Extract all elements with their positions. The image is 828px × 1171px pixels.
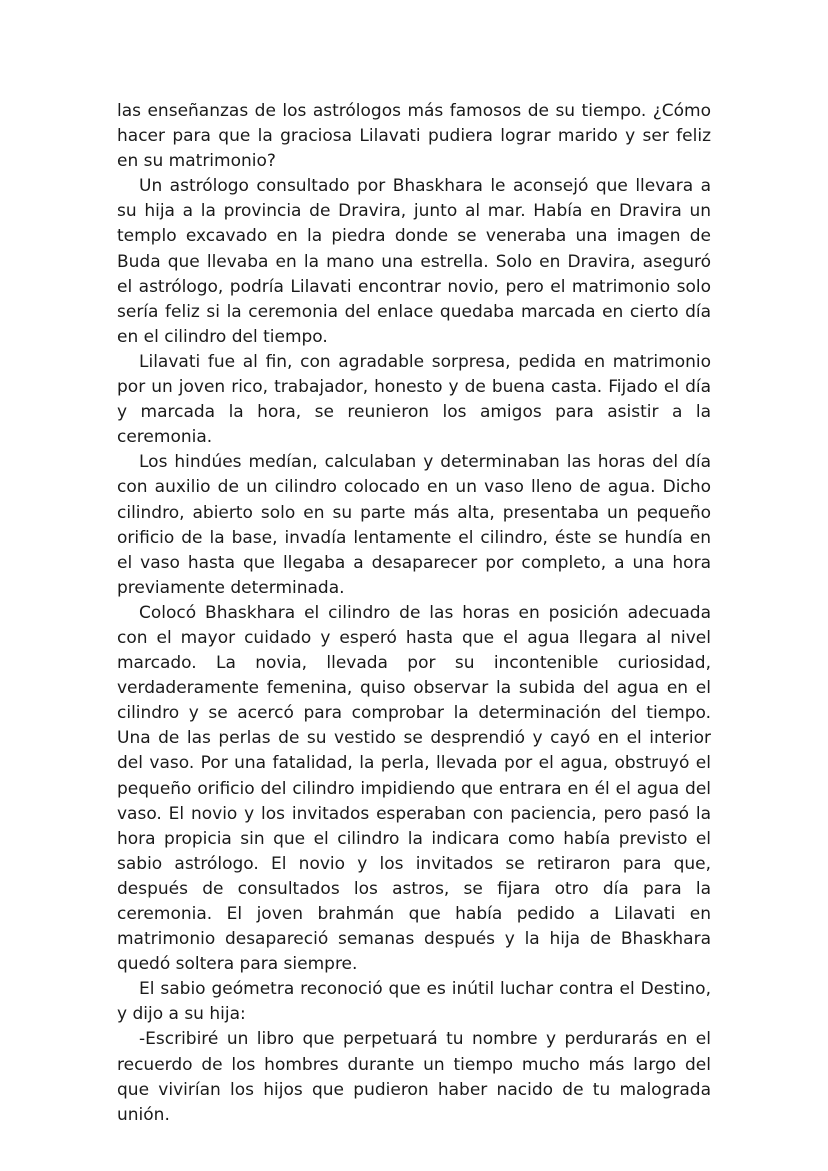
paragraph: Un astrólogo consultado por Bhaskhara le aconsejó que llevara a su hija a la provincia de Dravira, junto al mar. Había en Dravira un templo excavado en la piedra donde se veneraba una imagen de Buda que llevaba en la mano una estrella. Solo en Dravira, aseguró el astrólogo, podría Lilavati encontrar novio, pero el matrimonio solo sería feliz si la ceremonia del enlace quedaba marcada en cierto día en el cilindro del tiempo.: [117, 176, 711, 347]
paragraph: Los hindúes medían, calculaban y determinaban las horas del día con auxilio de un cilindro colocado en un vaso lleno de agua. Dicho cilindro, abierto solo en su parte más alta, presentaba un pequeño orificio de la base, invadía lentamente el cilindro, éste se hundía en el vaso hasta que llegaba a desaparecer por completo, a una hora previamente determinada.: [117, 452, 711, 598]
paragraph: El sabio geómetra reconoció que es inútil luchar contra el Destino, y dijo a su hija:: [117, 979, 711, 1025]
paragraph: -Escribiré un libro que perpetuará tu nombre y perdurarás en el recuerdo de los hombres durante un tiempo mucho más largo del que vivirían los hijos que pudieron haber nacido de tu malograda unión.: [117, 1029, 711, 1125]
paragraph: las enseñanzas de los astrólogos más famosos de su tiempo. ¿Cómo hacer para que la graciosa Lilavati pudiera lograr marido y ser feliz en su matrimonio?: [117, 101, 711, 172]
document-page: [117, 99, 711, 1128]
paragraph: Colocó Bhaskhara el cilindro de las horas en posición adecuada con el mayor cuidado y esperó hasta que el agua llegara al nivel marcado. La novia, llevada por su incontenible curiosidad, verdaderamente femenina, quiso observar la subida del agua en el cilindro y se acercó para comprobar la determinación del tiempo. Una de las perlas de su vestido se desprendió y cayó en el interior del vaso. Por una fatalidad, la perla, llevada por el agua, obstruyó el pequeño orificio del cilindro impidiendo que entrara en él el agua del vaso. El novio y los invitados esperaban con paciencia, pero pasó la hora propicia sin que el cilindro la indicara como había previsto el sabio astrólogo. El novio y los invitados se retiraron para que, después de consultados los astros, se fijara otro día para la ceremonia. El joven brahmán que había pedido a Lilavati en matrimonio desapareció semanas después y la hija de Bhaskhara quedó soltera para siempre.: [117, 602, 711, 975]
paragraph: Lilavati fue al fin, con agradable sorpresa, pedida en matrimonio por un joven rico, trabajador, honesto y de buena casta. Fijado el día y marcada la hora, se reunieron los amigos para asistir a la ceremonia.: [117, 351, 711, 448]
